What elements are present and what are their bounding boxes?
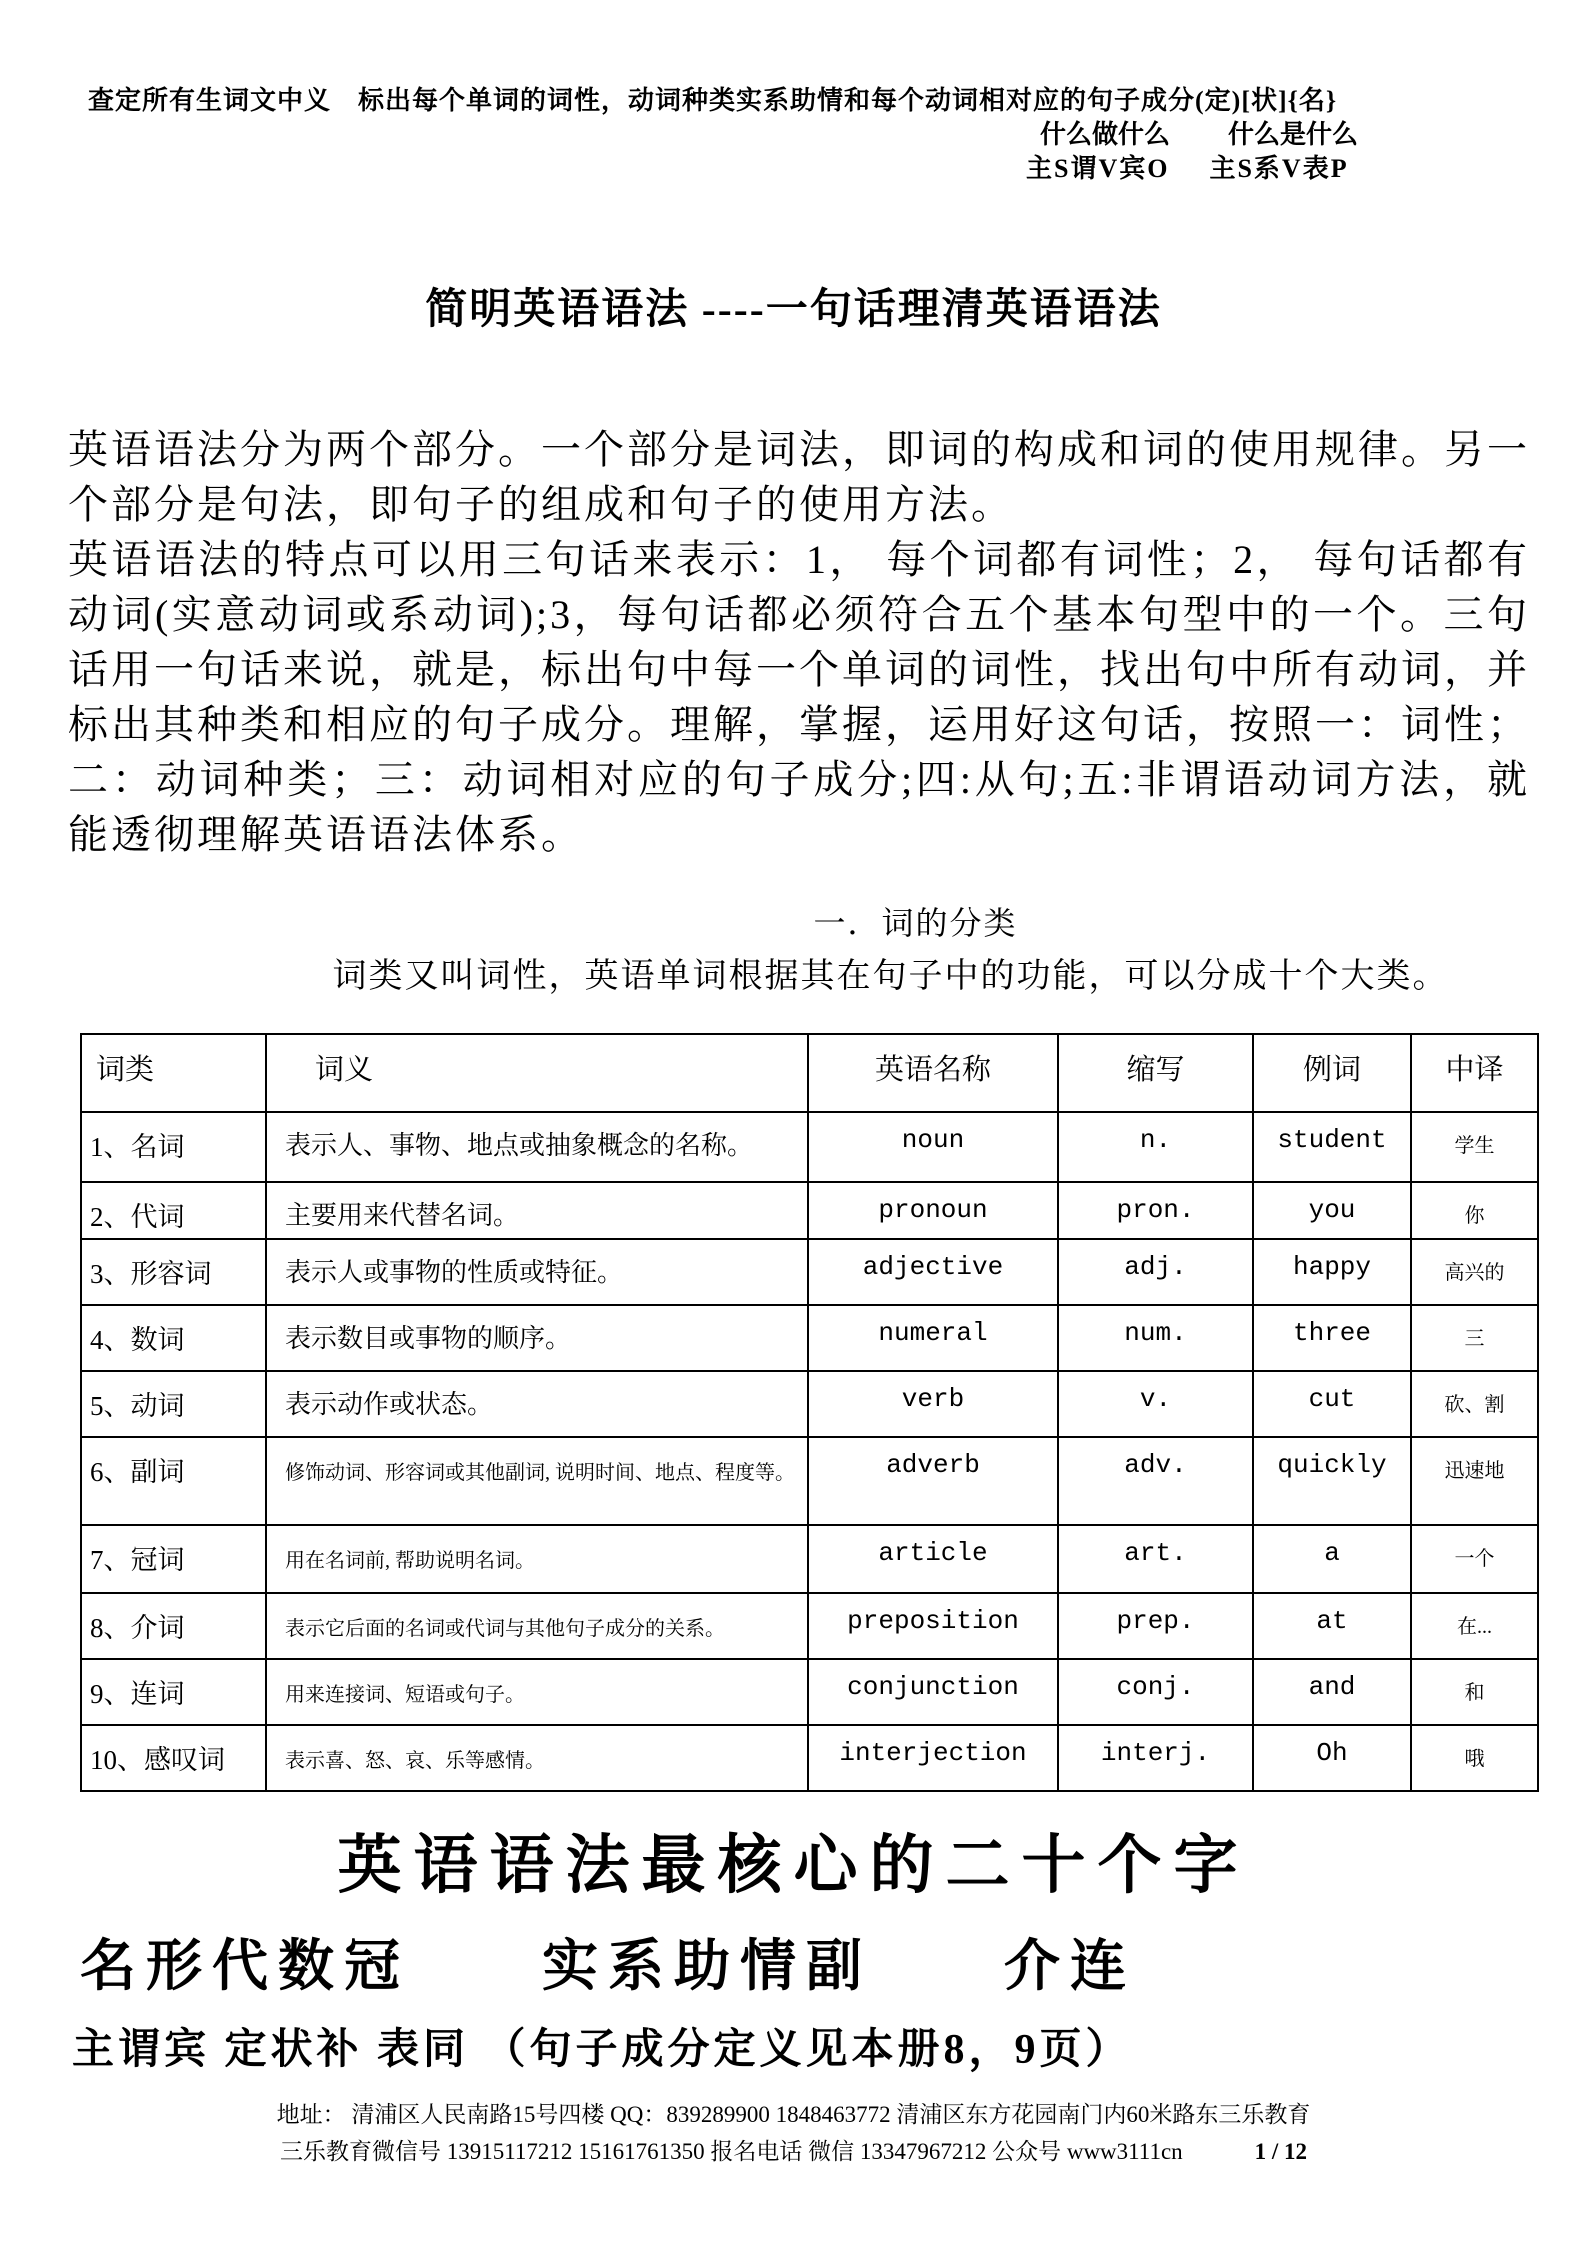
page-title: 简明英语语法 ----一句话理清英语语法 (425, 287, 1162, 333)
table-cell: adjective (808, 1239, 1058, 1305)
table-cell: 10、感叹词 (81, 1725, 266, 1791)
table-cell: verb (808, 1371, 1058, 1437)
intro-paragraph-1: 英语语法分为两个部分。一个部分是词法，即词的构成和词的使用规律。另一个部分是句法，即句子的组成和句子的使用方法。 (68, 427, 1530, 527)
table-row (81, 1659, 1538, 1725)
intro-paragraph-2: 英语语法的特点可以用三句话来表示：1， 每个词都有词性；2， 每句话都有动词(实意动词或系动词);3，每句话都必须符合五个基本句型中的一个。三句话用一句话来说，就是，标出句中每一个单词的词性，找出句中所有动词，并标出其种类和相应的句子成分。理解，掌握，运用好这句话，按照一：词性；二：动词种类；三：动词相对应的句子成分;四:从句;五:非谓语动词方法，就能透彻理解英语语法体系。 (68, 537, 1530, 857)
column-header-word-class: 词类 (81, 1034, 266, 1112)
table-cell: 4、数词 (81, 1305, 266, 1371)
table-cell: 用来连接词、短语或句子。 (266, 1659, 808, 1725)
table-row (81, 1593, 1538, 1659)
table-cell: quickly (1253, 1437, 1411, 1525)
annotation-line1: 查定所有生词文中义 标出每个单词的词性，动词种类实系助情和每个动词相对应的句子成分(定)[状]{名} (88, 86, 1338, 115)
table-cell: conjunction (808, 1659, 1058, 1725)
top-annotation (0, 0, 1587, 186)
table-cell: preposition (808, 1593, 1058, 1659)
table-cell: 表示人或事物的性质或特征。 (266, 1239, 808, 1305)
table-row (81, 1239, 1538, 1305)
table-row (81, 1182, 1538, 1239)
table-cell: 和 (1411, 1659, 1538, 1725)
table-cell: pron. (1058, 1182, 1253, 1239)
core-twenty-words: 名形代数冠 实系助情副 介连 (80, 1936, 1136, 1998)
page-number: 1 / 12 (1254, 2139, 1308, 2164)
table-row (81, 1725, 1538, 1791)
table-cell: happy (1253, 1239, 1411, 1305)
table-cell: 你 (1411, 1182, 1538, 1239)
intro-text (68, 422, 1530, 862)
table-cell: three (1253, 1305, 1411, 1371)
table-cell: a (1253, 1525, 1411, 1593)
table-cell: n. (1058, 1112, 1253, 1182)
word-classes-table (80, 1033, 1539, 1792)
table-cell: at (1253, 1593, 1411, 1659)
table-cell: 学生 (1411, 1112, 1538, 1182)
table-cell: 2、代词 (81, 1182, 266, 1239)
table-cell: 修饰动词、形容词或其他副词, 说明时间、地点、程度等。 (266, 1437, 808, 1525)
table-cell: 在... (1411, 1593, 1538, 1659)
column-header-meaning: 词义 (266, 1034, 808, 1112)
section-heading: 一．词的分类 (813, 905, 1018, 941)
table-cell: noun (808, 1112, 1058, 1182)
table-cell: 表示动作或状态。 (266, 1371, 808, 1437)
annotation-what-is: 什么是什么 (1228, 120, 1359, 149)
table-cell: adv. (1058, 1437, 1253, 1525)
table-cell: 迅速地 (1411, 1437, 1538, 1525)
table-cell: 一个 (1411, 1525, 1538, 1593)
table-cell: adverb (808, 1437, 1058, 1525)
table-cell: student (1253, 1112, 1411, 1182)
table-row (81, 1437, 1538, 1525)
table-cell: article (808, 1525, 1058, 1593)
table-cell: prep. (1058, 1593, 1253, 1659)
table-cell: 5、动词 (81, 1371, 266, 1437)
table-cell: cut (1253, 1371, 1411, 1437)
table-cell: 表示它后面的名词或代词与其他句子成分的关系。 (266, 1593, 808, 1659)
table-cell: num. (1058, 1305, 1253, 1371)
table-cell: 砍、割 (1411, 1371, 1538, 1437)
table-cell: 表示喜、怒、哀、乐等感情。 (266, 1725, 808, 1791)
column-header-example: 例词 (1253, 1034, 1411, 1112)
table-cell: 3、形容词 (81, 1239, 266, 1305)
footer-contact-row (0, 2133, 1587, 2170)
table-cell: 用在名词前, 帮助说明名词。 (266, 1525, 808, 1593)
column-header-translation: 中译 (1411, 1034, 1538, 1112)
table-cell: interj. (1058, 1725, 1253, 1791)
table-header-row (81, 1034, 1538, 1112)
table-row (81, 1305, 1538, 1371)
table-cell: numeral (808, 1305, 1058, 1371)
annotation-line3 (1026, 152, 1587, 186)
table-cell: pronoun (808, 1182, 1058, 1239)
table-cell: 表示人、事物、地点或抽象概念的名称。 (266, 1112, 808, 1182)
table-cell: 哦 (1411, 1725, 1538, 1791)
table-cell: 高兴的 (1411, 1239, 1538, 1305)
annotation-what-does: 什么做什么 (1040, 120, 1171, 149)
table-cell: 三 (1411, 1305, 1538, 1371)
table-cell: v. (1058, 1371, 1253, 1437)
annotation-line2 (1040, 118, 1587, 152)
table-cell: 8、介词 (81, 1593, 266, 1659)
core-sentence-elements: 主谓宾 定状补 表同 （句子成分定义见本册8，9页） (72, 2027, 1132, 2073)
section-subtitle: 词类又叫词性，英语单词根据其在句子中的功能，可以分成十个大类。 (332, 958, 1449, 995)
table-row (81, 1525, 1538, 1593)
table-cell: interjection (808, 1725, 1058, 1791)
table-cell: 主要用来代替名词。 (266, 1182, 808, 1239)
table-cell: adj. (1058, 1239, 1253, 1305)
table-cell: 9、连词 (81, 1659, 266, 1725)
table-row (81, 1371, 1538, 1437)
table-row (81, 1112, 1538, 1182)
column-header-english-name: 英语名称 (808, 1034, 1058, 1112)
table-cell: art. (1058, 1525, 1253, 1593)
table-cell: you (1253, 1182, 1411, 1239)
footer-contact: 三乐教育微信号 13915117212 15161761350 报名电话 微信 13347967212 公众号 www3111cn (279, 2139, 1183, 2164)
annotation-svp: 主S系V表P (1209, 154, 1349, 183)
table-cell: 6、副词 (81, 1437, 266, 1525)
table-cell: Oh (1253, 1725, 1411, 1791)
table-cell: and (1253, 1659, 1411, 1725)
page-footer (0, 2096, 1587, 2170)
table-cell: 表示数目或事物的顺序。 (266, 1305, 808, 1371)
column-header-abbreviation: 缩写 (1058, 1034, 1253, 1112)
footer-address: 地址： 清浦区人民南路15号四楼 QQ：839289900 1848463772 清浦区东方花园南门内60米路东三乐教育 (276, 2102, 1311, 2127)
table-cell: 7、冠词 (81, 1525, 266, 1593)
annotation-svo: 主S谓V宾O (1026, 154, 1170, 183)
table-cell: 1、名词 (81, 1112, 266, 1182)
table-cell: conj. (1058, 1659, 1253, 1725)
core-section-title: 英语语法最核心的二十个字 (337, 1830, 1250, 1901)
